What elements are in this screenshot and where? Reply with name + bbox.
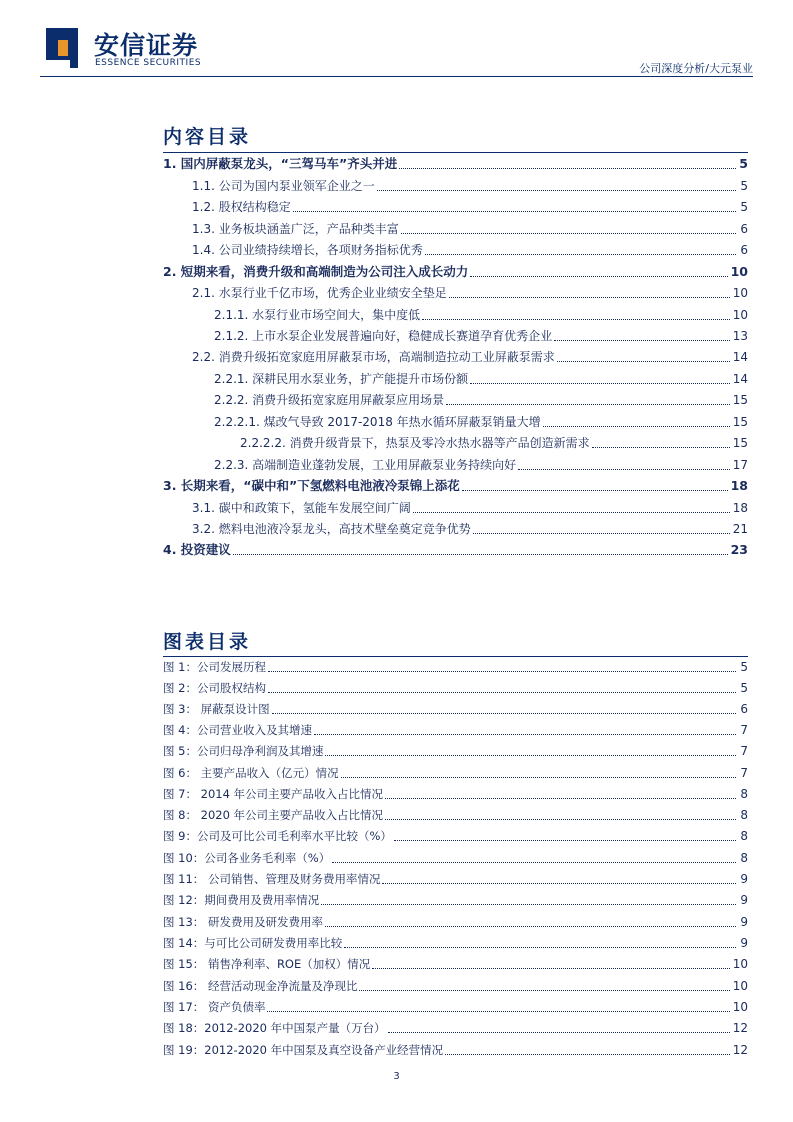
figure-entry[interactable]: 图 13： 研发费用及研发费用率 9 (163, 915, 748, 929)
logo-english-name: ESSENCE SECURITIES (95, 58, 202, 68)
toc-entry[interactable]: 3.2. 燃料电池液冷泵龙头，高技术壁垒奠定竞争优势 21 (192, 522, 748, 536)
figure-entry[interactable]: 图 4：公司营业收入及其增速 7 (163, 723, 748, 737)
toc-entry[interactable]: 1.4. 公司业绩持续增长，各项财务指标优秀 6 (192, 243, 748, 257)
figure-entry[interactable]: 图 8： 2020 年公司主要产品收入占比情况 8 (163, 808, 748, 822)
logo-chinese-name: 安信证券 (94, 31, 199, 60)
toc-entry[interactable]: 1.1. 公司为国内泵业领军企业之一 5 (192, 179, 748, 193)
toc-entry[interactable]: 2.2.2.2. 消费升级背景下，热泵及零冷水热水器等产品创造新需求 15 (240, 436, 748, 450)
toc-entry[interactable]: 2.2. 消费升级拓宽家庭用屏蔽泵市场，高端制造拉动工业屏蔽泵需求 14 (192, 350, 748, 364)
toc-entry[interactable]: 1.3. 业务板块涵盖广泛，产品种类丰富 6 (192, 222, 748, 236)
figure-entry[interactable]: 图 1：公司发展历程 5 (163, 660, 748, 674)
figure-entry[interactable]: 图 7： 2014 年公司主要产品收入占比情况 8 (163, 787, 748, 801)
toc-entry[interactable]: 1. 国内屏蔽泵龙头，“三驾马车”齐头并进 5 (163, 156, 748, 171)
essence-logo-icon (44, 24, 80, 68)
figures-title: 图表目录 (163, 631, 252, 653)
figure-entry[interactable]: 图 10：公司各业务毛利率（%） 8 (163, 851, 748, 865)
toc-entry[interactable]: 1.2. 股权结构稳定 5 (192, 200, 748, 214)
figure-entry[interactable]: 图 11： 公司销售、管理及财务费用率情况 9 (163, 872, 748, 886)
figure-entry[interactable]: 图 15： 销售净利率、ROE（加权）情况 10 (163, 957, 748, 971)
figure-entry[interactable]: 图 17： 资产负债率 10 (163, 1000, 748, 1014)
report-type-label: 公司深度分析/大元泵业 (639, 62, 753, 75)
toc-title-divider (163, 152, 748, 153)
toc-entry[interactable]: 2. 短期来看，消费升级和高端制造为公司注入成长动力 10 (163, 264, 748, 279)
toc-entry[interactable]: 3. 长期来看，“碳中和”下氢燃料电池液冷泵锦上添花 18 (163, 478, 748, 493)
toc-entry[interactable]: 2.2.1. 深耕民用水泵业务，扩产能提升市场份额 14 (214, 372, 748, 386)
toc-entry[interactable]: 2.2.2.1. 煤改气导致 2017-2018 年热水循环屏蔽泵销量大增 15 (214, 415, 748, 429)
toc-entry[interactable]: 2.1.1. 水泵行业市场空间大，集中度低 10 (214, 308, 748, 322)
toc-entry[interactable]: 2.2.2. 消费升级拓宽家庭用屏蔽泵应用场景 15 (214, 393, 748, 407)
header-divider (40, 76, 753, 77)
figure-entry[interactable]: 图 2：公司股权结构 5 (163, 681, 748, 695)
figure-entry[interactable]: 图 5：公司归母净利润及其增速 7 (163, 744, 748, 758)
figure-entry[interactable]: 图 18：2012-2020 年中国泵产量（万台） 12 (163, 1021, 748, 1035)
figure-entry[interactable]: 图 6： 主要产品收入（亿元）情况 7 (163, 766, 748, 780)
figure-entry[interactable]: 图 12：期间费用及费用率情况 9 (163, 893, 748, 907)
figure-entry[interactable]: 图 19：2012-2020 年中国泵及真空设备产业经营情况 12 (163, 1043, 748, 1057)
page-number: 3 (393, 1071, 400, 1082)
toc-entry[interactable]: 2.1. 水泵行业千亿市场，优秀企业业绩安全垫足 10 (192, 286, 748, 300)
toc-entry[interactable]: 2.1.2. 上市水泵企业发展普遍向好，稳健成长赛道孕育优秀企业 13 (214, 329, 748, 343)
figure-entry[interactable]: 图 3： 屏蔽泵设计图 6 (163, 702, 748, 716)
toc-title: 内容目录 (163, 126, 252, 148)
figure-entry[interactable]: 图 9：公司及可比公司毛利率水平比较（%） 8 (163, 829, 748, 843)
toc-entry[interactable]: 3.1. 碳中和政策下，氢能车发展空间广阔 18 (192, 501, 748, 515)
figure-entry[interactable]: 图 16： 经营活动现金净流量及净现比 10 (163, 979, 748, 993)
page-header (0, 0, 793, 80)
toc-entry[interactable]: 2.2.3. 高端制造业蓬勃发展，工业用屏蔽泵业务持续向好 17 (214, 458, 748, 472)
figure-entry[interactable]: 图 14：与可比公司研发费用率比较 9 (163, 936, 748, 950)
toc-entry[interactable]: 4. 投资建议 23 (163, 542, 748, 557)
